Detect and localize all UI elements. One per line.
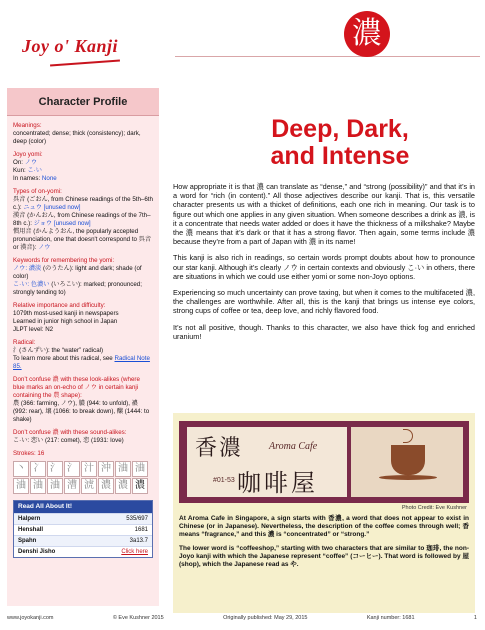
stroke-cell: 汁 — [81, 461, 97, 477]
radical-section — [13, 339, 153, 371]
types-2-unused: [unused now] — [53, 220, 91, 227]
joyo-yomi-section — [13, 151, 153, 183]
footer-page-number: 1 — [473, 615, 477, 621]
stroke-cell: 冫 — [30, 461, 46, 477]
stroke-cell: 沖 — [98, 461, 114, 477]
footer-site[interactable]: www.joyokanji.com — [7, 615, 54, 621]
kw-1-yomi: ノウ: — [13, 265, 28, 272]
meanings-section — [13, 122, 153, 146]
caption-paragraph-2: The lower word is “coffeeshop,” starting with two characters that are similar to 珈琲, the non-Joyo kanji with which the Japanese represent “coffee” (コーヒー). That word is followed by 屋 (shop), which the Japanese read as や. — [179, 544, 469, 569]
sign-panel — [187, 427, 347, 497]
sign-english: Aroma Cafe — [269, 441, 318, 452]
stroke-cell: 浀 — [115, 461, 131, 477]
stroke-cell: 漕 — [64, 478, 80, 494]
lookalike-heading: Don’t confuse 濃 with these look-alikes (where blue marks an on-echo of ノウ in certain kanji containing the 農 shape): — [13, 376, 140, 399]
soundalike-text: こ·い: 恋い (217: comet), 恋 (1931: love) — [13, 437, 124, 444]
reference-value: 3a13.7 — [129, 538, 148, 544]
lookalike-text: 農 (366: farming, ノウ), 膿 (944: to unfold), 襛 (992: rear), 壌 (1066: to break down), 醸 (1444: to shake) — [13, 400, 150, 423]
sign-kanji-top: 香濃 — [195, 436, 244, 461]
sign-kanji-bottom: 咖啡屋 — [237, 469, 318, 497]
names-value: None — [41, 175, 57, 182]
stroke-cell: 浀 — [13, 478, 29, 494]
meanings-text: concentrated; dense; thick (consistency); dark, deep (color) — [13, 130, 141, 145]
types-section — [13, 188, 153, 252]
stroke-cell: 濃 — [132, 478, 148, 494]
radical-heading: Radical: — [13, 339, 36, 346]
paragraph-1: How appropriate it is that 濃 can translate as “dense,” and “strong (possibility)” and that it’s in a word for “rich (in content).” All those adjectives describe our kanji. That is, this versatile character presents us with a thicket of definitions, each one rich in meaning. Our task is to figure out which one applies in any given situation. When someone describes a drink as 濃, is it a concentrate that needs water added or does it have the thickness of a milkshake? Maybe the 濃 means that it’s dark or that it has a strong flavor. Then again, some terms include 濃 because they’re from a part of Japan with 濃 in its name! — [173, 182, 475, 247]
title-line-1: Deep, Dark, — [271, 115, 409, 143]
reference-name: Denshi Jisho — [18, 549, 56, 555]
reference-title: Read All About It! — [14, 501, 152, 513]
on-label: On: — [13, 159, 23, 166]
footer-kanji-number: Kanji number: 1681 — [366, 615, 415, 621]
frequency-text: 1079th most-used kanji in newspapers — [13, 310, 119, 317]
paragraph-4: It’s not all positive, though. Thanks to this character, we also have thick fog and enriched uranium! — [173, 322, 475, 341]
reference-value[interactable]: Click here — [121, 549, 148, 555]
logo-text: Joy o' Kanji — [22, 36, 119, 56]
cafe-sign-photo — [179, 421, 469, 503]
stroke-cell: 濃 — [115, 478, 131, 494]
paragraph-2: This kanji is also rich in readings, so certain words prompt doubts about how to pronounce our star kanji. Although it’s clearly ノウ in certain contexts and obviously こ·い in others, there are situations in which we could use either yomi or some non-Joyo options. — [173, 253, 476, 281]
stroke-cell: 淲 — [81, 478, 97, 494]
kanji-badge: 濃 — [344, 11, 390, 57]
radical-note: To learn more about this radical, see — [13, 355, 113, 362]
types-3: 慣用音 (かんようおん, the popularly accepted pronunciation, one that doesn't correspond to 呉音 or 漢音): — [13, 228, 152, 251]
jlpt-text: JLPT level: N2 — [13, 326, 54, 333]
logo-underline — [50, 60, 120, 67]
types-1-unused: [unused now] — [43, 204, 81, 211]
strokes-section — [13, 450, 153, 494]
grade-text: Learned in junior high school in Japan — [13, 318, 118, 325]
steam-icon — [403, 429, 413, 443]
reference-row — [14, 546, 152, 557]
sign-coffee-panel — [351, 427, 463, 497]
header-rule — [175, 56, 480, 57]
reference-value: 1681 — [134, 527, 148, 533]
coffee-cup-icon — [391, 445, 425, 475]
stroke-cell: 濃 — [98, 478, 114, 494]
frequency-section — [13, 302, 153, 334]
photo-box — [173, 413, 475, 613]
saucer-icon — [379, 475, 437, 480]
frequency-heading: Relative importance and difficulty: — [13, 302, 106, 309]
sidebar-title: Character Profile — [7, 88, 159, 116]
stroke-cell: 浀 — [47, 478, 63, 494]
kun-label: Kun: — [13, 167, 26, 174]
stroke-order-grid — [13, 461, 153, 494]
article-title — [220, 116, 460, 170]
radical-note-link[interactable]: Radical Note 85. — [13, 355, 150, 370]
stroke-cell: 氵 — [47, 461, 63, 477]
joy-o-kanji-logo[interactable] — [22, 22, 132, 72]
strokes-heading: Strokes: 16 — [13, 450, 45, 457]
stroke-cell: 浀 — [132, 461, 148, 477]
title-line-2: and Intense — [270, 142, 410, 170]
kw-1-rest: (のうたん): light and dark; shade (of color) — [13, 265, 142, 280]
types-2-value: ジョウ — [33, 220, 53, 227]
reference-name: Henshall — [18, 527, 44, 533]
kun-value: こ·い — [27, 167, 42, 174]
types-1-value: ニュウ — [23, 204, 42, 211]
footer-published: Originally published: May 29, 2015 — [223, 615, 308, 621]
kw-1-word: 濃淡 — [28, 265, 42, 272]
sign-unit-number: #01-53 — [213, 477, 235, 484]
soundalike-section — [13, 429, 153, 445]
on-value: ノウ — [24, 159, 38, 166]
stroke-cell: 丶 — [13, 461, 29, 477]
keywords-section — [13, 257, 153, 297]
kw-2-yomi: こ·い: — [13, 281, 30, 288]
photo-caption — [179, 515, 469, 574]
keywords-heading: Keywords for remembering the yomi: — [13, 257, 115, 264]
reference-row — [14, 535, 152, 546]
meanings-heading: Meanings: — [13, 122, 42, 129]
reference-row — [14, 513, 152, 524]
joyo-yomi-heading: Joyo yomi: — [13, 151, 43, 158]
stroke-cell: 浀 — [30, 478, 46, 494]
caption-paragraph-1: At Aroma Cafe in Singapore, a sign starts with 香濃, a word that does not appear to exist in Chinese (or in Japanese). Nevertheless, the description of the coffee comes through well; 香 means “fragrance,” and this 濃 is “concentrated” or “strong.” — [179, 515, 469, 539]
soundalike-heading: Don’t confuse 濃 with these sound-alikes: — [13, 429, 127, 436]
article-body — [173, 182, 475, 348]
types-heading: Types of on-yomi: — [13, 188, 62, 195]
reference-name: Halpern — [18, 516, 41, 522]
reference-row — [14, 524, 152, 535]
types-3-value: ノウ — [38, 244, 51, 251]
types-2: 漢音 (かんおん, from Chinese readings of the 7th–8th c.): — [13, 212, 151, 227]
footer-copyright: © Eve Kushner 2015 — [112, 615, 164, 621]
reference-value: 535/697 — [126, 516, 148, 522]
reference-name: Spahn — [18, 538, 37, 544]
radical-text: 氵(さんずい): the “water” radical) — [13, 347, 104, 354]
page-footer — [7, 615, 477, 621]
reference-box — [13, 500, 153, 558]
lookalike-section — [13, 376, 153, 424]
types-1: 呉音 (ごおん, from Chinese readings of the 5th–6th c.): — [13, 196, 153, 211]
stroke-cell: 氵 — [64, 461, 80, 477]
paragraph-3: Experiencing so much uncertainty can prove taxing, but when it comes to the multifaceted 濃, the challenges are worthwhile. After all, this is the kanji that brings us intense eye colors, strong cups of coffee or tea, deep love, and richly flavored food. — [173, 288, 475, 316]
kw-2-word: 色濃い — [30, 281, 50, 288]
photo-credit: Photo Credit: Eve Kushner — [401, 505, 467, 511]
kw-2-rest: (いろこい): marked; pronounced; strongly tending to) — [13, 281, 142, 296]
character-profile-sidebar — [7, 88, 159, 606]
names-label: In names: — [13, 175, 41, 182]
